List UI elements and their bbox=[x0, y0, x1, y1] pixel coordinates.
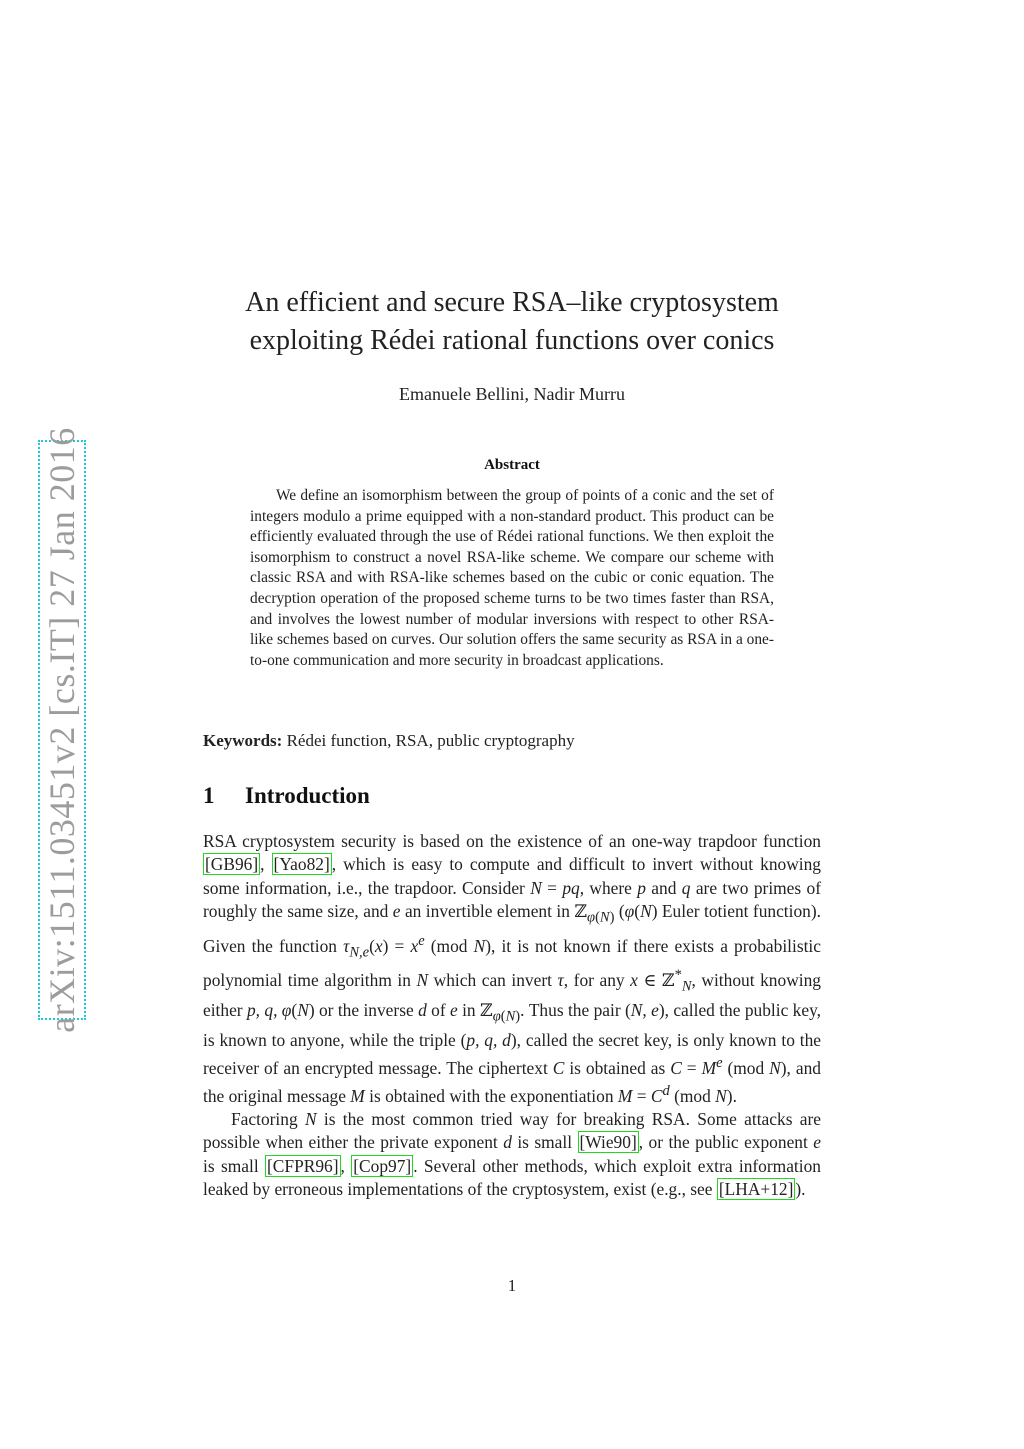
citation-link[interactable]: [Wie90] bbox=[579, 1132, 637, 1153]
citation-link[interactable]: [Cop97] bbox=[353, 1155, 412, 1176]
page-number: 1 bbox=[507, 1276, 517, 1295]
citation-link[interactable]: [GB96] bbox=[205, 854, 259, 875]
paper-title bbox=[0, 284, 1024, 360]
citation-link[interactable]: [Yao82] bbox=[273, 854, 330, 875]
section-number: 1 bbox=[203, 783, 215, 808]
section-title: Introduction bbox=[245, 783, 370, 808]
abstract-text: We define an isomorphism between the group of points of a conic and the set of integers modulo a prime equipped with a non-standard product. This product can be efficiently evaluated through the use of Rédei rational functions. We then exploit the isomorphism to construct a novel RSA-like scheme. We compare our scheme with classic RSA and with RSA-like schemes based on the cubic or conic equation. The decryption operation of the proposed scheme turns to be two times faster than RSA, and involves the lowest number of modular inversions with respect to other RSA-like schemes based on curves. Our solution offers the same security as RSA in a one-to-one communication and more security in broadcast applications. bbox=[250, 487, 774, 669]
introduction-body bbox=[203, 830, 821, 1201]
citation-link[interactable]: [LHA+12] bbox=[718, 1178, 794, 1199]
abstract-heading: Abstract bbox=[484, 457, 540, 473]
keywords-label: Keywords: bbox=[203, 731, 283, 750]
paragraph-2: Factoring N is the most common tried way for breaking RSA. Some attacks are possible when either the private exponent d is small [Wie90] , or the public exponent e is small [CFPR96] , [Cop97] . Several other methods, which exploit extra information leaked by erroneous implementations of the cryptosystem, exist (e.g., see [LHA+12] ). bbox=[203, 1109, 821, 1199]
keywords-text: Rédei function, RSA, public cryptography bbox=[286, 731, 575, 750]
keywords-line bbox=[203, 731, 823, 751]
paragraph-1: RSA cryptosystem security is based on the existence of an one-way trapdoor function [GB96] , [Yao82] , which is easy to compute and difficult to invert without knowing some information, i.e., the trapdoor. Consider N = pq, where p and q are two primes of roughly the same size, and e an invertible element in ℤ$_{\varphi(N)}$ (φ(N) Euler totient function). Given the function $\tau_{N,e}(x) = x^e$ (mod N), it is not known if there exists a probabilistic polynomial time algorithm in N which can invert τ, for any x ∈ ℤ*$_N$, without knowing either p, q, φ(N) or the inverse d of e in ℤ$_{\varphi(N)}$. Thus the pair (N, e), called the public key, is known to anyone, while the triple (p, q, d), called the secret key, is only known to the receiver of an encrypted message. The ciphertext C is obtained as $C = M^e$ (mod N), and the original message M is obtained with the exponentiation $M = C^d$ (mod N). bbox=[203, 831, 822, 1106]
citation-link[interactable]: [CFPR96] bbox=[267, 1155, 339, 1176]
title-line-2: exploiting Rédei rational functions over conics bbox=[249, 325, 775, 356]
arxiv-identifier-stamp[interactable]: arXiv:1511.03451v2 [cs.IT] 27 Jan 2016 bbox=[38, 440, 86, 1020]
title-line-1: An efficient and secure RSA–like cryptosystem bbox=[245, 287, 779, 318]
author-list: Emanuele Bellini, Nadir Murru bbox=[399, 384, 625, 404]
section-heading bbox=[203, 783, 370, 809]
